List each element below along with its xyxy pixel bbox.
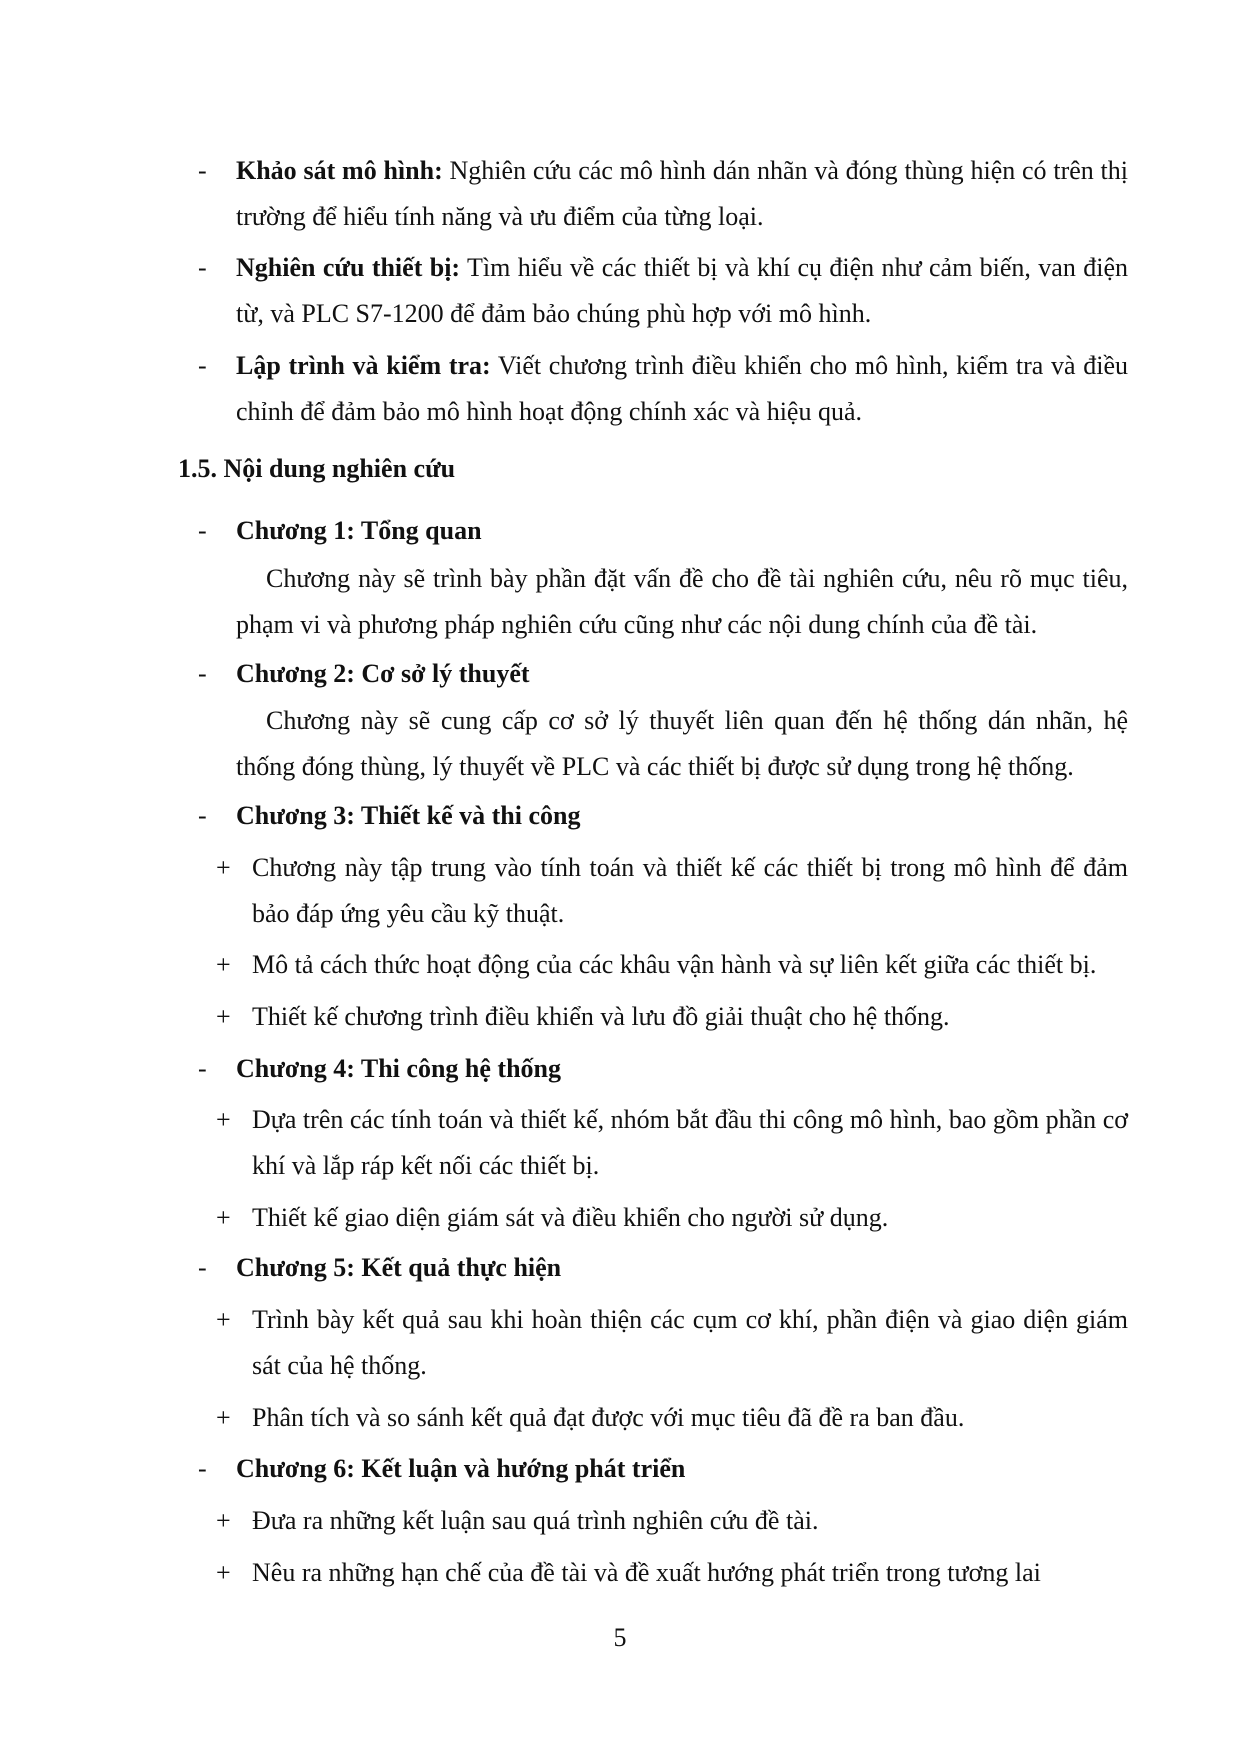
chapter-marker: - [198, 801, 207, 830]
chapter-6-item: Nêu ra những hạn chế của đề tài và đề xuất hướng phát triển trong tương lai [252, 1558, 1041, 1587]
plus-marker: + [216, 1105, 231, 1134]
chapter-2-paragraph: Chương này sẽ cung cấp cơ sở lý thuyết liên quan đến hệ thống dán nhãn, hệ thống đóng thùng, lý thuyết về PLC và các thiết bị được sử dụng trong hệ thống. [236, 706, 1128, 781]
chapter-1-title: Chương 1: Tổng quan [236, 516, 482, 545]
plus-marker: + [216, 1403, 231, 1432]
bullet-marker: - [198, 253, 207, 282]
chapter-3-item: Mô tả cách thức hoạt động của các khâu vận hành và sự liên kết giữa các thiết bị. [252, 950, 1097, 979]
chapter-marker: - [198, 1253, 207, 1282]
chapter-marker: - [198, 1454, 207, 1483]
chapter-3-title: Chương 3: Thiết kế và thi công [236, 801, 581, 830]
chapter-marker: - [198, 659, 207, 688]
bullet-body: Viết chương trình điều khiển cho mô hình, kiểm tra và điều chỉnh để đảm bảo mô hình hoạt động chính xác và hiệu quả. [236, 351, 1128, 426]
chapter-marker: - [198, 1054, 207, 1083]
plus-marker: + [216, 950, 231, 979]
plus-marker: + [216, 1558, 231, 1587]
chapter-2-title: Chương 2: Cơ sở lý thuyết [236, 659, 530, 688]
bullet-equipment [236, 245, 1128, 337]
plus-marker: + [216, 1506, 231, 1535]
chapter-1-paragraph: Chương này sẽ trình bày phần đặt vấn đề cho đề tài nghiên cứu, nêu rõ mục tiêu, phạm vi và phương pháp nghiên cứu cũng như các nội dung chính của đề tài. [236, 564, 1128, 639]
bullet-bold-label: Khảo sát mô hình: [236, 156, 443, 185]
bullet-bold-label: Lập trình và kiểm tra: [236, 351, 491, 380]
plus-marker: + [216, 1002, 231, 1031]
bullet-bold-label: Nghiên cứu thiết bị: [236, 253, 461, 282]
chapter-4-item: Dựa trên các tính toán và thiết kế, nhóm bắt đầu thi công mô hình, bao gồm phần cơ khí và lắp ráp kết nối các thiết bị. [252, 1105, 1128, 1180]
chapter-5-item: Phân tích và so sánh kết quả đạt được với mục tiêu đã đề ra ban đầu. [252, 1403, 965, 1432]
bullet-body: Tìm hiểu về các thiết bị và khí cụ điện như cảm biến, van điện từ, và PLC S7-1200 để đảm bảo chúng phù hợp với mô hình. [236, 253, 1128, 328]
chapter-4-title: Chương 4: Thi công hệ thống [236, 1054, 561, 1083]
bullet-survey [236, 148, 1128, 240]
bullet-marker: - [198, 156, 207, 185]
plus-marker: + [216, 853, 231, 882]
chapter-marker: - [198, 516, 207, 545]
page-number: 5 [613, 1623, 627, 1652]
section-heading: 1.5. Nội dung nghiên cứu [178, 454, 456, 483]
chapter-6-item: Đưa ra những kết luận sau quá trình nghiên cứu đề tài. [252, 1506, 819, 1535]
bullet-programming [236, 343, 1128, 435]
chapter-6-title: Chương 6: Kết luận và hướng phát triển [236, 1454, 686, 1483]
plus-marker: + [216, 1203, 231, 1232]
chapter-4-item: Thiết kế giao diện giám sát và điều khiển cho người sử dụng. [252, 1203, 889, 1232]
chapter-3-item: Thiết kế chương trình điều khiển và lưu đồ giải thuật cho hệ thống. [252, 1002, 950, 1031]
plus-marker: + [216, 1305, 231, 1334]
bullet-body: Nghiên cứu các mô hình dán nhãn và đóng thùng hiện có trên thị trường để hiểu tính năng và ưu điểm của từng loại. [236, 156, 1128, 231]
bullet-marker: - [198, 351, 207, 380]
chapter-5-item: Trình bày kết quả sau khi hoàn thiện các cụm cơ khí, phần điện và giao diện giám sát của hệ thống. [252, 1305, 1128, 1380]
chapter-3-item: Chương này tập trung vào tính toán và thiết kế các thiết bị trong mô hình để đảm bảo đáp ứng yêu cầu kỹ thuật. [252, 853, 1128, 928]
chapter-5-title: Chương 5: Kết quả thực hiện [236, 1253, 562, 1282]
